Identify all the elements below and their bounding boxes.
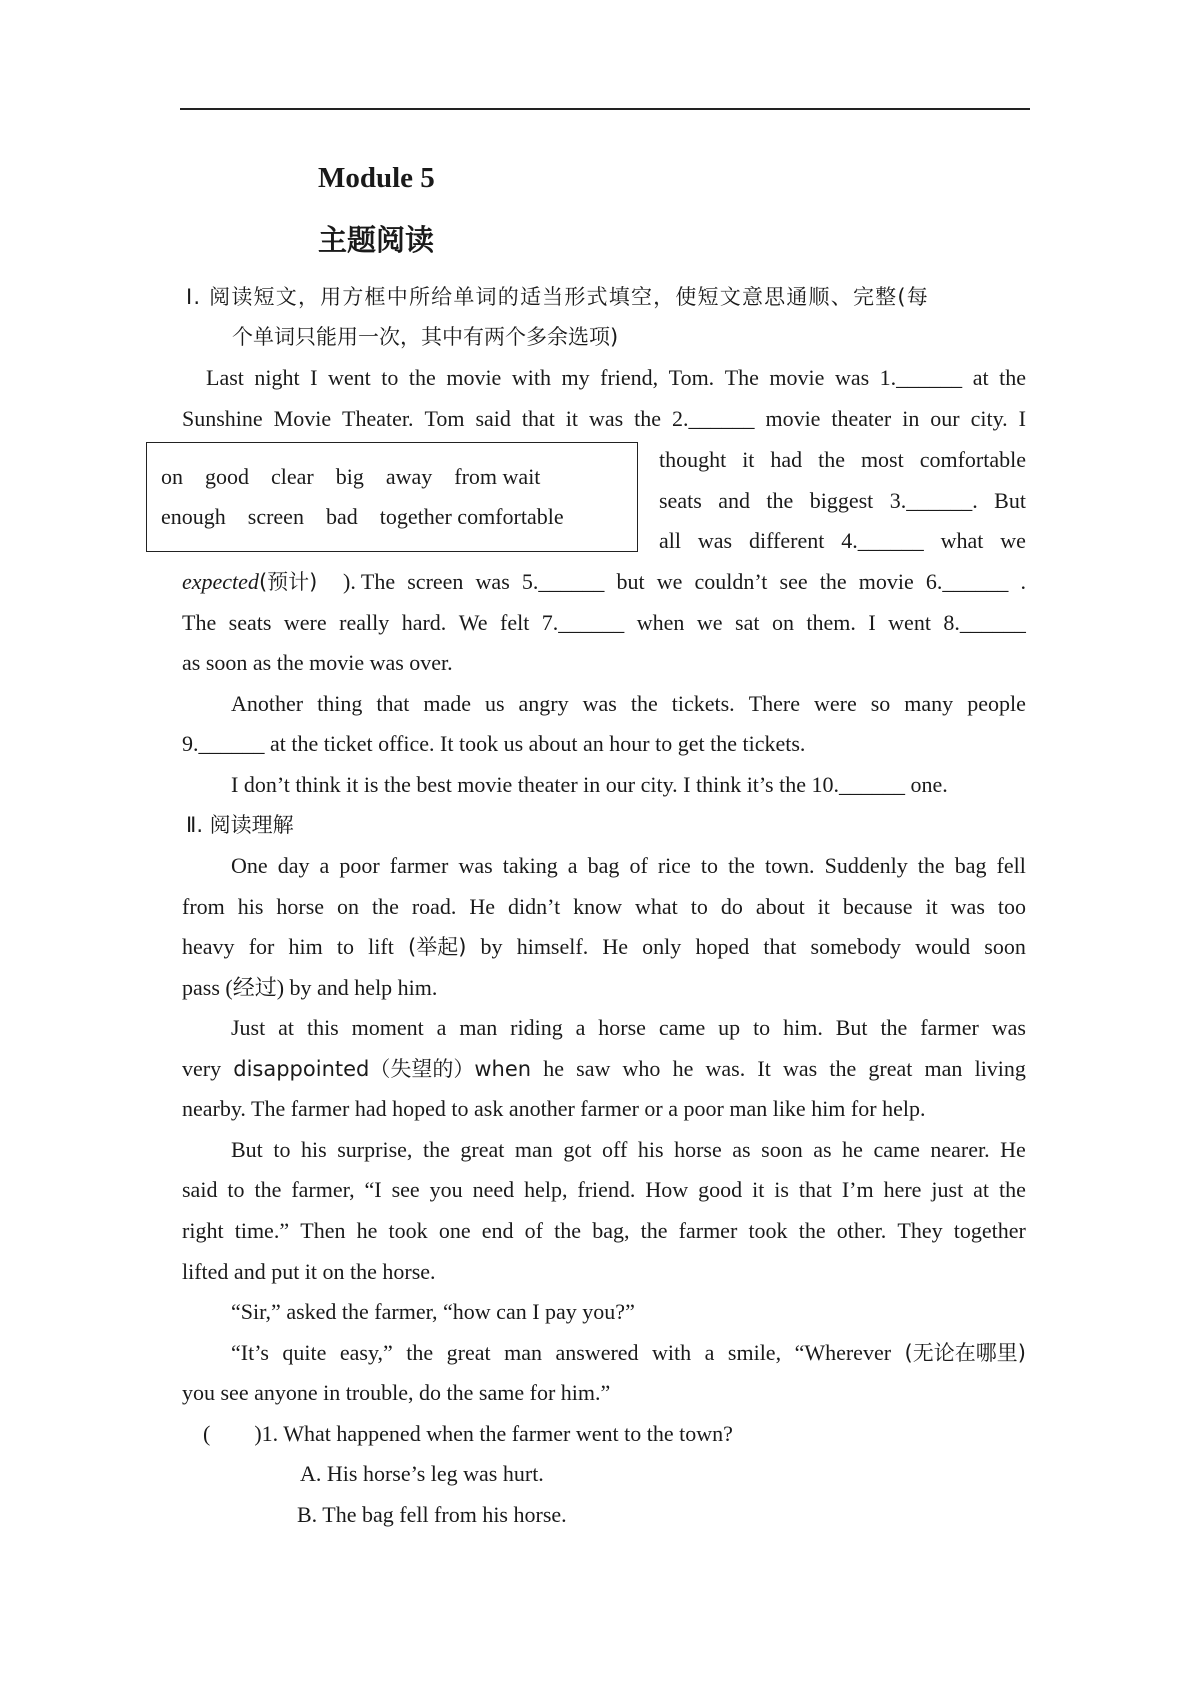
word: They [897, 1218, 943, 1243]
word: biggest [809, 488, 874, 513]
word: friend. [577, 1177, 636, 1202]
question1-option-b[interactable]: B. The bag fell from his horse. [297, 1502, 567, 1527]
word: the [819, 569, 847, 594]
word: He [602, 934, 629, 959]
word: 5.______ [521, 569, 605, 594]
word: Suddenly [824, 853, 908, 878]
word: rice [657, 853, 691, 878]
word: Sunshine [182, 406, 263, 431]
word: He [1000, 1137, 1026, 1162]
word: screen [407, 569, 464, 594]
word: from [182, 894, 225, 919]
word: is [774, 1177, 789, 1202]
word: farmer, [291, 1177, 355, 1202]
word: horse [674, 1137, 722, 1162]
word: that [763, 934, 797, 959]
word: soon [984, 934, 1026, 959]
word: what [940, 528, 984, 553]
word: himself. [516, 934, 589, 959]
word: bag [954, 853, 987, 878]
story-p5-line2: you see anyone in trouble, do the same for him.” [182, 1380, 611, 1405]
word: different [749, 528, 825, 553]
word: Another [231, 691, 304, 716]
word: was. [705, 1056, 746, 1081]
passage1-line1 [206, 363, 1026, 393]
word: by [480, 934, 503, 959]
word: he [842, 1137, 863, 1162]
word: it [565, 406, 579, 431]
word: for [248, 934, 275, 959]
word: when [636, 610, 685, 635]
word: it [742, 447, 755, 472]
word: was [582, 691, 617, 716]
word: quite [282, 1340, 327, 1365]
word: How [645, 1177, 689, 1202]
word: came [873, 1137, 920, 1162]
word: we [696, 610, 723, 635]
word: that [521, 406, 555, 431]
word: to [753, 1015, 771, 1040]
word: bag [587, 853, 620, 878]
word: taking [502, 853, 558, 878]
word: with [511, 365, 551, 390]
word: great [868, 1056, 913, 1081]
word: somebody [810, 934, 901, 959]
part1-heading-line2: 个单词只能用一次，其中有两个多余选项) [232, 325, 619, 349]
word: was [782, 1056, 818, 1081]
word: Then [300, 1218, 346, 1243]
word: I [868, 610, 876, 635]
story-p3-line4: lifted and put it on the horse. [182, 1259, 436, 1284]
word: movie [858, 569, 914, 594]
word: the [917, 853, 945, 878]
story-p2-line2 [182, 1054, 1026, 1084]
word: would [915, 934, 971, 959]
module-title: Module 5 [318, 162, 435, 194]
word: the [408, 365, 436, 390]
expected-gloss: (预计) [258, 570, 318, 594]
word: right [182, 1218, 224, 1243]
word: movie [769, 365, 825, 390]
word: movie [446, 365, 502, 390]
word: town. [765, 853, 815, 878]
word: One [231, 853, 268, 878]
word: really [339, 610, 390, 635]
word: smile, [727, 1340, 782, 1365]
word: we [656, 569, 683, 594]
word: the [634, 406, 662, 431]
word: he [543, 1056, 564, 1081]
word: Tom [424, 406, 465, 431]
word: see [779, 569, 808, 594]
word: man [504, 1340, 542, 1365]
word: thought [659, 447, 727, 472]
word: easy,” [339, 1340, 393, 1365]
word: too [997, 894, 1026, 919]
word: I [310, 365, 318, 390]
passage2-line1 [231, 689, 1026, 719]
word: 3.______. [889, 488, 978, 513]
passage1-line2 [182, 404, 1026, 434]
word: man [459, 1015, 498, 1040]
word: Movie [273, 406, 332, 431]
word: movie [765, 406, 821, 431]
word: his [637, 1137, 664, 1162]
word: We [458, 610, 488, 635]
word: to [336, 934, 355, 959]
word: saw [576, 1056, 611, 1081]
word: great [446, 1340, 491, 1365]
word: up [718, 1015, 741, 1040]
word: ). The [343, 569, 396, 594]
word: at [972, 365, 989, 390]
word-bank-row2: enough screen bad together comfortable [161, 504, 564, 529]
word: my [561, 365, 590, 390]
word: this [306, 1015, 339, 1040]
word: was [588, 406, 624, 431]
word: many [904, 691, 954, 716]
word: it [925, 894, 938, 919]
word: But [994, 488, 1026, 513]
word: know [573, 894, 623, 919]
word: angry [518, 691, 569, 716]
word: living [974, 1056, 1026, 1081]
word: The [182, 610, 217, 635]
word: just [931, 1177, 964, 1202]
word: (无论在哪里) [904, 1341, 1026, 1365]
word: to [381, 365, 399, 390]
word: him. [783, 1015, 823, 1040]
word: Just [231, 1015, 266, 1040]
part2-heading: Ⅱ. 阅读理解 [186, 813, 294, 837]
word: city. [970, 406, 1008, 431]
word: the [406, 1340, 434, 1365]
word: the [554, 1218, 582, 1243]
story-p1-line4: pass (经过) by and help him. [182, 975, 438, 1000]
word: it [817, 894, 830, 919]
word: him [288, 934, 323, 959]
word: people [967, 691, 1026, 716]
word: good [698, 1177, 743, 1202]
word: we [1000, 528, 1026, 553]
passage1-line6-rest [343, 567, 1026, 597]
word: because [842, 894, 913, 919]
word: night [254, 365, 300, 390]
word: said [182, 1177, 218, 1202]
word: great [460, 1137, 505, 1162]
word: on [337, 894, 360, 919]
word: a [704, 1340, 715, 1365]
passage3-line1: I don’t think it is the best movie theater in our city. I think it’s the 10.______ one. [231, 772, 948, 797]
word: man [514, 1137, 553, 1162]
word: “I [364, 1177, 382, 1202]
word: felt [500, 610, 530, 635]
word: end [481, 1218, 514, 1243]
word: of [524, 1218, 543, 1243]
word: farmer [920, 1015, 979, 1040]
word: help, [524, 1177, 568, 1202]
word: The [724, 365, 759, 390]
word: only [642, 934, 682, 959]
word: 1.______ [879, 365, 963, 390]
word: that [376, 691, 410, 716]
word: He [469, 894, 496, 919]
word: were [813, 691, 857, 716]
passage1-line8: as soon as the movie was over. [182, 650, 453, 675]
word: at [973, 1177, 990, 1202]
story-p5-line1 [231, 1338, 1026, 1368]
word: “It’s [231, 1340, 269, 1365]
word: but [616, 569, 645, 594]
word: took [388, 1218, 428, 1243]
word: the [829, 1056, 857, 1081]
word: of [629, 853, 648, 878]
word: . [1020, 569, 1026, 594]
story-p1-line2 [182, 892, 1026, 922]
word: man [924, 1056, 963, 1081]
word: very [182, 1056, 222, 1081]
word: said [475, 406, 511, 431]
word: hard. [401, 610, 447, 635]
word: 4.______ [841, 528, 924, 553]
story-p4-line1: “Sir,” asked the farmer, “how can I pay you?” [231, 1299, 635, 1324]
word: surprise, [337, 1137, 413, 1162]
word: was [991, 1015, 1026, 1040]
word: one [438, 1218, 471, 1243]
word: at [278, 1015, 295, 1040]
word: didn’t [508, 894, 561, 919]
word: to [690, 894, 708, 919]
word: 7.______ [541, 610, 625, 635]
word: the [798, 1218, 826, 1243]
word: farmer [678, 1218, 738, 1243]
passage1-line6 [182, 567, 317, 597]
question1-option-a[interactable]: A. His horse’s leg was hurt. [300, 1461, 544, 1486]
word: theater [831, 406, 892, 431]
word: do [720, 894, 743, 919]
word: what [635, 894, 678, 919]
word: 2.______ [672, 406, 755, 431]
word: (举起) [408, 935, 467, 959]
word-bank-row1: on good clear big away from wait [161, 464, 541, 489]
story-p2-line3: nearby. The farmer had hoped to ask another farmer or a poor man like him for help. [182, 1096, 926, 1121]
word: came [658, 1015, 706, 1040]
passage1-line4 [659, 486, 1026, 516]
word: Last [206, 365, 244, 390]
word: on [771, 610, 794, 635]
word: seats [228, 610, 272, 635]
word: answered [555, 1340, 639, 1365]
word: horse [598, 1015, 646, 1040]
word: made [423, 691, 471, 716]
word: as [813, 1137, 832, 1162]
word: in [902, 406, 920, 431]
word: 8.______ [943, 610, 1026, 635]
word: our [930, 406, 960, 431]
word: the [728, 853, 755, 878]
word: But [835, 1015, 868, 1040]
word: friend, [600, 365, 659, 390]
word: a [319, 853, 330, 878]
word: about [755, 894, 805, 919]
word: moment [351, 1015, 424, 1040]
word: fell [996, 853, 1026, 878]
word: thing [317, 691, 363, 716]
word: was [475, 569, 510, 594]
word: see [391, 1177, 420, 1202]
word: the [630, 691, 658, 716]
word: was [458, 853, 493, 878]
word: and [718, 488, 750, 513]
word: “Wherever [794, 1340, 892, 1365]
word: the [998, 1177, 1026, 1202]
word: hoped [695, 934, 750, 959]
header-rule [180, 108, 1030, 110]
word: I [1018, 406, 1026, 431]
word: who [622, 1056, 661, 1081]
word: the [766, 488, 794, 513]
word: his [237, 894, 264, 919]
story-p3-line2 [182, 1175, 1026, 1205]
word: other. [836, 1218, 887, 1243]
word: bag, [592, 1218, 630, 1243]
word: But [231, 1137, 263, 1162]
expected-word: expected [182, 569, 259, 594]
word: was [950, 894, 985, 919]
word: the [880, 1015, 908, 1040]
word: farmer [389, 853, 449, 878]
word: here [883, 1177, 922, 1202]
part1-heading-line1: Ⅰ. 阅读短文，用方框中所给单词的适当形式填空，使短文意思通顺、完整(每 [186, 285, 929, 309]
word: off [602, 1137, 628, 1162]
word: poor [339, 853, 380, 878]
word: a [567, 853, 578, 878]
word: to [273, 1137, 291, 1162]
word: together [953, 1218, 1026, 1243]
story-p3-line3 [182, 1216, 1026, 1246]
word: the [254, 1177, 282, 1202]
word: to [700, 853, 718, 878]
word: with [652, 1340, 692, 1365]
word: the [371, 894, 399, 919]
passage2-line2: 9.______ at the ticket office. It took us about an hour to get the tickets. [182, 731, 806, 756]
word: his [301, 1137, 327, 1162]
passage1-line7 [182, 608, 1026, 638]
word: you [429, 1177, 463, 1202]
theme-title: 主题阅读 [318, 223, 435, 257]
word: was [697, 528, 733, 553]
passage1-line5 [659, 526, 1026, 556]
word: it [752, 1177, 765, 1202]
word: went [888, 610, 931, 635]
word: riding [510, 1015, 563, 1040]
word: them. [806, 610, 856, 635]
word: got [563, 1137, 592, 1162]
word: us [484, 691, 505, 716]
word: need [472, 1177, 515, 1202]
story-p2-line1 [231, 1013, 1026, 1043]
word: Theater. [342, 406, 414, 431]
word: went [328, 365, 371, 390]
word: It [757, 1056, 771, 1081]
word: was [834, 365, 870, 390]
story-p1-line3 [182, 932, 1026, 962]
word: that [798, 1177, 832, 1202]
word: were [283, 610, 327, 635]
word: couldn’t [694, 569, 768, 594]
word: heavy [182, 934, 235, 959]
question1-stem: ( )1. What happened when the farmer went to the town? [203, 1421, 733, 1446]
story-p1-line1 [231, 851, 1026, 881]
word: horse [276, 894, 325, 919]
word: took [748, 1218, 788, 1243]
word: soon [761, 1137, 803, 1162]
word: tickets. [671, 691, 735, 716]
word: There [748, 691, 800, 716]
word: so [870, 691, 891, 716]
word: he [672, 1056, 694, 1081]
word: the [640, 1218, 668, 1243]
word: time.” [234, 1218, 290, 1243]
passage1-line3 [659, 445, 1026, 475]
word: road. [411, 894, 457, 919]
word: a [436, 1015, 447, 1040]
word: comfortable [919, 447, 1026, 472]
word: all [659, 528, 681, 553]
word: the [999, 365, 1026, 390]
word: to [227, 1177, 245, 1202]
word: lift [368, 934, 394, 959]
story-p3-line1 [231, 1135, 1026, 1165]
word: disappointed（失望的）when [233, 1057, 532, 1081]
word: the [818, 447, 845, 472]
word: had [770, 447, 803, 472]
word: as [732, 1137, 751, 1162]
word: the [422, 1137, 450, 1162]
word: 6.______ [925, 569, 1009, 594]
word: Tom. [668, 365, 715, 390]
word: a [575, 1015, 586, 1040]
word: sat [735, 610, 760, 635]
word: I’m [841, 1177, 874, 1202]
word-bank-box [146, 442, 638, 552]
word: nearer. [930, 1137, 990, 1162]
word: he [356, 1218, 378, 1243]
word: day [277, 853, 310, 878]
word: most [860, 447, 904, 472]
word: seats [659, 488, 702, 513]
